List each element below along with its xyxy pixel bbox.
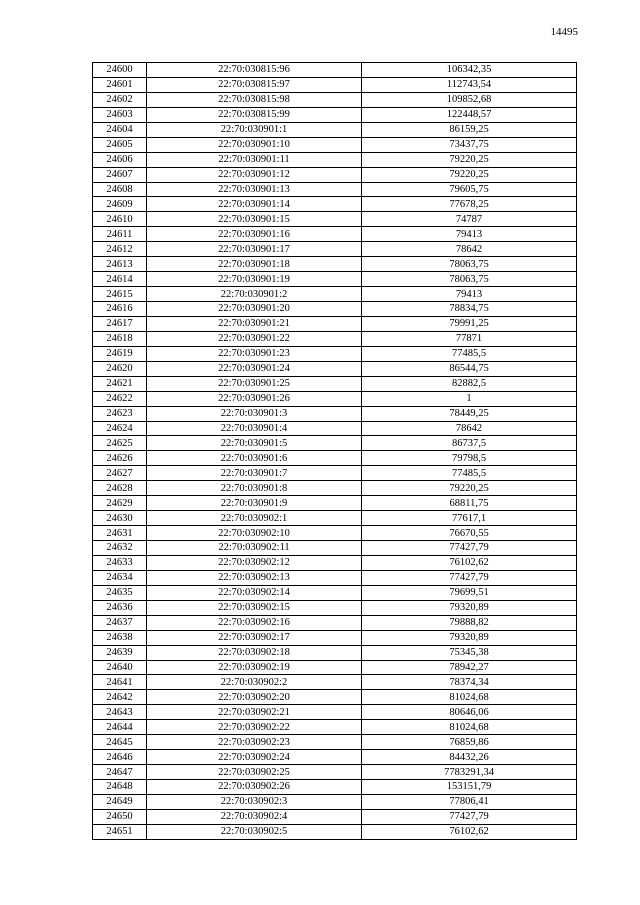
table-row (93, 720, 577, 735)
table-row (93, 107, 577, 122)
table-body (93, 63, 577, 840)
table-row (93, 765, 577, 780)
table-row (93, 645, 577, 660)
row-number-cell: 24610 (93, 212, 147, 227)
value-cell: 79699,51 (362, 585, 577, 600)
cadastral-number-cell: 22:70:030901:26 (147, 391, 362, 406)
row-number-cell: 24639 (93, 645, 147, 660)
cadastral-number-cell: 22:70:030901:9 (147, 496, 362, 511)
row-number-cell: 24620 (93, 361, 147, 376)
row-number-cell: 24615 (93, 287, 147, 302)
row-number-cell: 24644 (93, 720, 147, 735)
table-row (93, 780, 577, 795)
cadastral-number-cell: 22:70:030901:10 (147, 137, 362, 152)
value-cell: 76102,62 (362, 824, 577, 839)
row-number-cell: 24634 (93, 570, 147, 585)
value-cell: 79320,89 (362, 600, 577, 615)
row-number-cell: 24609 (93, 197, 147, 212)
cadastral-number-cell: 22:70:030902:22 (147, 720, 362, 735)
value-cell: 78834,75 (362, 302, 577, 317)
row-number-cell: 24617 (93, 316, 147, 331)
row-number-cell: 24636 (93, 600, 147, 615)
value-cell: 76670,55 (362, 526, 577, 541)
cadastral-number-cell: 22:70:030902:1 (147, 511, 362, 526)
table-row (93, 152, 577, 167)
cadastral-number-cell: 22:70:030815:98 (147, 92, 362, 107)
row-number-cell: 24611 (93, 227, 147, 242)
value-cell: 78063,75 (362, 257, 577, 272)
cadastral-number-cell: 22:70:030902:18 (147, 645, 362, 660)
value-cell: 79220,25 (362, 481, 577, 496)
cadastral-number-cell: 22:70:030902:10 (147, 526, 362, 541)
value-cell: 86544,75 (362, 361, 577, 376)
row-number-cell: 24642 (93, 690, 147, 705)
row-number-cell: 24604 (93, 122, 147, 137)
table-row (93, 541, 577, 556)
value-cell: 79991,25 (362, 316, 577, 331)
table-row (93, 436, 577, 451)
value-cell: 79220,25 (362, 152, 577, 167)
table-row (93, 809, 577, 824)
table-row (93, 406, 577, 421)
value-cell: 78449,25 (362, 406, 577, 421)
value-cell: 82882,5 (362, 376, 577, 391)
table-row (93, 526, 577, 541)
row-number-cell: 24638 (93, 630, 147, 645)
cadastral-number-cell: 22:70:030902:11 (147, 541, 362, 556)
row-number-cell: 24645 (93, 735, 147, 750)
row-number-cell: 24614 (93, 272, 147, 287)
row-number-cell: 24619 (93, 346, 147, 361)
row-number-cell: 24649 (93, 794, 147, 809)
cadastral-number-cell: 22:70:030901:7 (147, 466, 362, 481)
cadastral-number-cell: 22:70:030901:13 (147, 182, 362, 197)
row-number-cell: 24601 (93, 77, 147, 92)
value-cell: 79798,5 (362, 451, 577, 466)
table-row (93, 660, 577, 675)
cadastral-number-cell: 22:70:030901:1 (147, 122, 362, 137)
cadastral-number-cell: 22:70:030901:3 (147, 406, 362, 421)
row-number-cell: 24625 (93, 436, 147, 451)
table-row (93, 585, 577, 600)
value-cell: 77485,5 (362, 466, 577, 481)
row-number-cell: 24622 (93, 391, 147, 406)
cadastral-number-cell: 22:70:030902:20 (147, 690, 362, 705)
row-number-cell: 24613 (93, 257, 147, 272)
value-cell: 79605,75 (362, 182, 577, 197)
value-cell: 77427,79 (362, 570, 577, 585)
value-cell: 76102,62 (362, 555, 577, 570)
table-row (93, 346, 577, 361)
table-row (93, 212, 577, 227)
table-row (93, 302, 577, 317)
row-number-cell: 24629 (93, 496, 147, 511)
row-number-cell: 24640 (93, 660, 147, 675)
table-row (93, 122, 577, 137)
value-cell: 122448,57 (362, 107, 577, 122)
table-row (93, 287, 577, 302)
value-cell: 79413 (362, 227, 577, 242)
cadastral-number-cell: 22:70:030902:14 (147, 585, 362, 600)
value-cell: 79413 (362, 287, 577, 302)
cadastral-number-cell: 22:70:030901:4 (147, 421, 362, 436)
value-cell: 78374,34 (362, 675, 577, 690)
row-number-cell: 24627 (93, 466, 147, 481)
value-cell: 79888,82 (362, 615, 577, 630)
value-cell: 77427,79 (362, 809, 577, 824)
cadastral-number-cell: 22:70:030902:4 (147, 809, 362, 824)
cadastral-number-cell: 22:70:030902:24 (147, 750, 362, 765)
value-cell: 75345,38 (362, 645, 577, 660)
table-row (93, 77, 577, 92)
table-row (93, 466, 577, 481)
value-cell: 78063,75 (362, 272, 577, 287)
row-number-cell: 24631 (93, 526, 147, 541)
value-cell: 77678,25 (362, 197, 577, 212)
row-number-cell: 24635 (93, 585, 147, 600)
value-cell: 81024,68 (362, 690, 577, 705)
data-table (92, 62, 577, 840)
value-cell: 86737,5 (362, 436, 577, 451)
cadastral-number-cell: 22:70:030902:15 (147, 600, 362, 615)
cadastral-number-cell: 22:70:030815:96 (147, 63, 362, 78)
cadastral-number-cell: 22:70:030901:19 (147, 272, 362, 287)
row-number-cell: 24612 (93, 242, 147, 257)
table-row (93, 361, 577, 376)
table-row (93, 242, 577, 257)
value-cell: 79320,89 (362, 630, 577, 645)
table-row (93, 555, 577, 570)
value-cell: 112743,54 (362, 77, 577, 92)
cadastral-number-cell: 22:70:030901:8 (147, 481, 362, 496)
value-cell: 153151,79 (362, 780, 577, 795)
cadastral-number-cell: 22:70:030902:23 (147, 735, 362, 750)
value-cell: 109852,68 (362, 92, 577, 107)
table-row (93, 182, 577, 197)
row-number-cell: 24633 (93, 555, 147, 570)
cadastral-number-cell: 22:70:030901:18 (147, 257, 362, 272)
value-cell: 84432,26 (362, 750, 577, 765)
cadastral-number-cell: 22:70:030901:14 (147, 197, 362, 212)
row-number-cell: 24608 (93, 182, 147, 197)
table-row (93, 272, 577, 287)
table-row (93, 570, 577, 585)
row-number-cell: 24632 (93, 541, 147, 556)
value-cell: 81024,68 (362, 720, 577, 735)
cadastral-number-cell: 22:70:030901:11 (147, 152, 362, 167)
row-number-cell: 24605 (93, 137, 147, 152)
table-row (93, 167, 577, 182)
cadastral-number-cell: 22:70:030901:23 (147, 346, 362, 361)
cadastral-number-cell: 22:70:030901:16 (147, 227, 362, 242)
value-cell: 74787 (362, 212, 577, 227)
cadastral-number-cell: 22:70:030902:16 (147, 615, 362, 630)
row-number-cell: 24624 (93, 421, 147, 436)
table-row (93, 331, 577, 346)
cadastral-number-cell: 22:70:030902:21 (147, 705, 362, 720)
value-cell: 76859,86 (362, 735, 577, 750)
table-row (93, 705, 577, 720)
cadastral-number-cell: 22:70:030901:2 (147, 287, 362, 302)
table-row (93, 421, 577, 436)
cadastral-number-cell: 22:70:030901:6 (147, 451, 362, 466)
value-cell: 77806,41 (362, 794, 577, 809)
table-row (93, 750, 577, 765)
value-cell: 79220,25 (362, 167, 577, 182)
cadastral-number-cell: 22:70:030902:19 (147, 660, 362, 675)
table-row (93, 690, 577, 705)
value-cell: 78642 (362, 421, 577, 436)
cadastral-number-cell: 22:70:030901:21 (147, 316, 362, 331)
table-row (93, 63, 577, 78)
cadastral-number-cell: 22:70:030902:17 (147, 630, 362, 645)
table-row (93, 824, 577, 839)
cadastral-number-cell: 22:70:030815:97 (147, 77, 362, 92)
table-row (93, 615, 577, 630)
table-row (93, 511, 577, 526)
cadastral-number-cell: 22:70:030902:3 (147, 794, 362, 809)
table-row (93, 496, 577, 511)
row-number-cell: 24646 (93, 750, 147, 765)
row-number-cell: 24637 (93, 615, 147, 630)
table-row (93, 316, 577, 331)
value-cell: 106342,35 (362, 63, 577, 78)
row-number-cell: 24607 (93, 167, 147, 182)
value-cell: 78942,27 (362, 660, 577, 675)
value-cell: 77871 (362, 331, 577, 346)
value-cell: 1 (362, 391, 577, 406)
row-number-cell: 24630 (93, 511, 147, 526)
table-row (93, 137, 577, 152)
cadastral-number-cell: 22:70:030902:13 (147, 570, 362, 585)
value-cell: 73437,75 (362, 137, 577, 152)
value-cell: 86159,25 (362, 122, 577, 137)
cadastral-number-cell: 22:70:030901:17 (147, 242, 362, 257)
cadastral-number-cell: 22:70:030901:5 (147, 436, 362, 451)
row-number-cell: 24641 (93, 675, 147, 690)
cadastral-number-cell: 22:70:030902:26 (147, 780, 362, 795)
cadastral-number-cell: 22:70:030901:24 (147, 361, 362, 376)
row-number-cell: 24643 (93, 705, 147, 720)
table-row (93, 735, 577, 750)
row-number-cell: 24650 (93, 809, 147, 824)
table-row (93, 675, 577, 690)
row-number-cell: 24621 (93, 376, 147, 391)
cadastral-number-cell: 22:70:030815:99 (147, 107, 362, 122)
cadastral-number-cell: 22:70:030901:25 (147, 376, 362, 391)
value-cell: 80646,06 (362, 705, 577, 720)
table-row (93, 197, 577, 212)
value-cell: 68811,75 (362, 496, 577, 511)
cadastral-number-cell: 22:70:030901:12 (147, 167, 362, 182)
row-number-cell: 24648 (93, 780, 147, 795)
cadastral-number-cell: 22:70:030901:15 (147, 212, 362, 227)
cadastral-number-cell: 22:70:030902:2 (147, 675, 362, 690)
row-number-cell: 24618 (93, 331, 147, 346)
cadastral-number-cell: 22:70:030901:22 (147, 331, 362, 346)
table-row (93, 481, 577, 496)
cadastral-number-cell: 22:70:030902:5 (147, 824, 362, 839)
value-cell: 77617,1 (362, 511, 577, 526)
row-number-cell: 24616 (93, 302, 147, 317)
cadastral-number-cell: 22:70:030901:20 (147, 302, 362, 317)
table-row (93, 257, 577, 272)
table-row (93, 794, 577, 809)
table-row (93, 227, 577, 242)
value-cell: 78642 (362, 242, 577, 257)
table-row (93, 376, 577, 391)
row-number-cell: 24647 (93, 765, 147, 780)
row-number-cell: 24626 (93, 451, 147, 466)
row-number-cell: 24602 (93, 92, 147, 107)
cadastral-number-cell: 22:70:030902:25 (147, 765, 362, 780)
row-number-cell: 24623 (93, 406, 147, 421)
cadastral-number-cell: 22:70:030902:12 (147, 555, 362, 570)
page-number: 14495 (550, 26, 578, 38)
row-number-cell: 24603 (93, 107, 147, 122)
value-cell: 77485,5 (362, 346, 577, 361)
table-row (93, 630, 577, 645)
table-row (93, 92, 577, 107)
row-number-cell: 24600 (93, 63, 147, 78)
table-row (93, 451, 577, 466)
row-number-cell: 24628 (93, 481, 147, 496)
row-number-cell: 24651 (93, 824, 147, 839)
row-number-cell: 24606 (93, 152, 147, 167)
value-cell: 77427,79 (362, 541, 577, 556)
table-row (93, 391, 577, 406)
value-cell: 7783291,34 (362, 765, 577, 780)
table-row (93, 600, 577, 615)
